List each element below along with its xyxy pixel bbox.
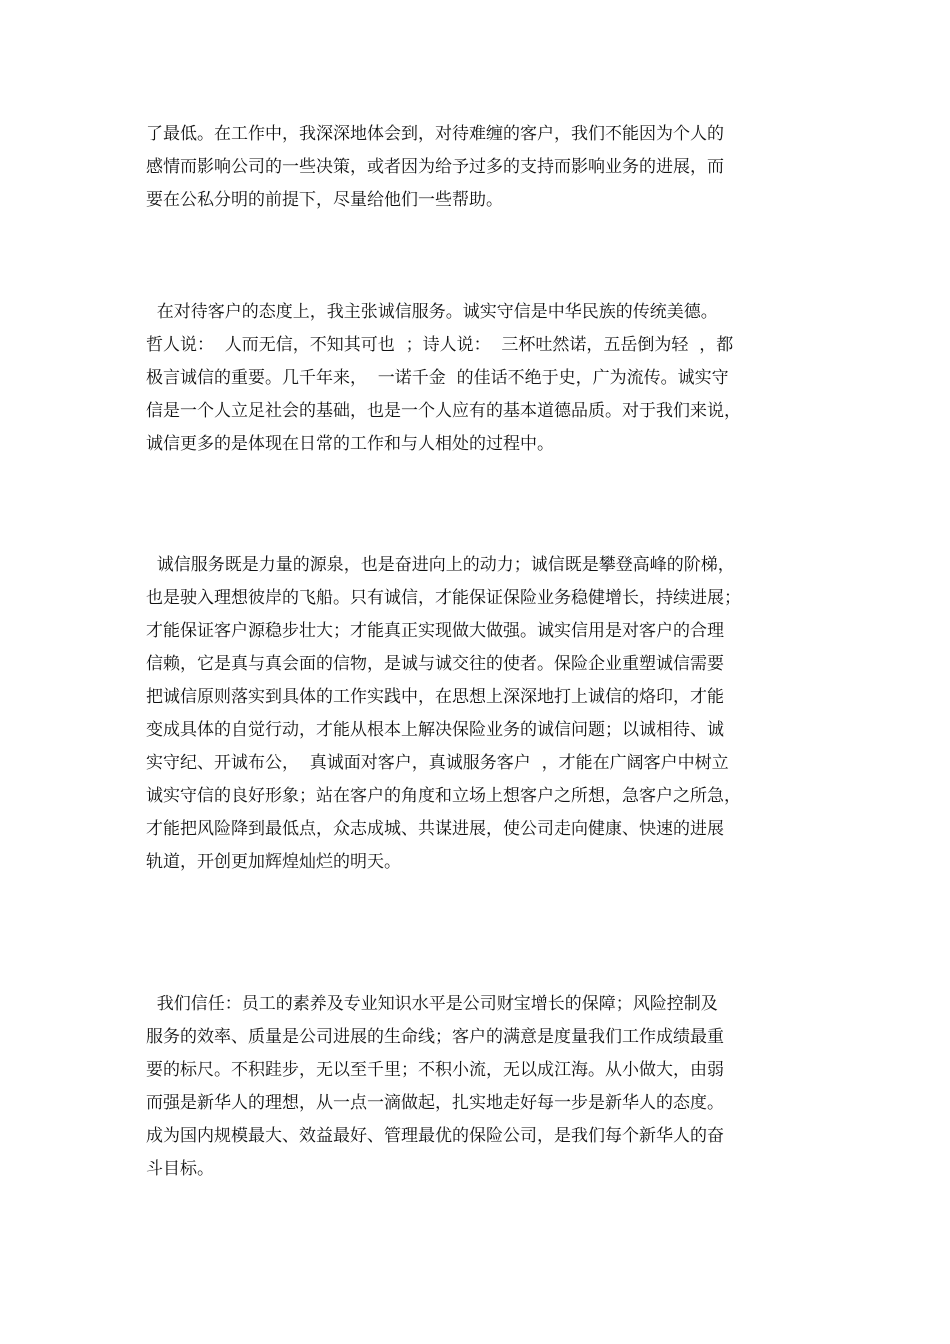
text-line: 极言诚信的重要。几千年来， 一诺千金 的佳话不绝于史，广为流传。诚实守 bbox=[146, 368, 729, 388]
paragraph-2 bbox=[146, 296, 816, 461]
text-line: 诚信更多的是体现在日常的工作和与人相处的过程中。 bbox=[146, 434, 554, 454]
text-line: 感情而影响公司的一些决策，或者因为给予过多的支持而影响业务的进展，而 bbox=[146, 157, 724, 177]
text-line: 才能保证客户源稳步壮大；才能真正实现做大做强。诚实信用是对客户的合理 bbox=[146, 621, 724, 641]
text-line: 而强是新华人的理想，从一点一滴做起，扎实地走好每一步是新华人的态度。 bbox=[146, 1093, 724, 1113]
text-line: 服务的效率、质量是公司进展的生命线；客户的满意是度量我们工作成绩最重 bbox=[146, 1027, 724, 1047]
text-line: 成为国内规模最大、效益最好、管理最优的保险公司，是我们每个新华人的奋 bbox=[146, 1126, 724, 1146]
text-line: 信赖，它是真与真会面的信物，是诚与诚交往的使者。保险企业重塑诚信需要 bbox=[146, 654, 724, 674]
text-line: 轨道，开创更加辉煌灿烂的明天。 bbox=[146, 852, 401, 872]
text-line: 我们信任：员工的素养及专业知识水平是公司财宝增长的保障；风险控制及 bbox=[146, 994, 718, 1014]
text-line: 了最低。在工作中，我深深地体会到，对待难缠的客户，我们不能因为个人的 bbox=[146, 124, 724, 144]
text-line: 才能把风险降到最低点，众志成城、共谋进展，使公司走向健康、快速的进展 bbox=[146, 819, 724, 839]
text-line: 斗目标。 bbox=[146, 1159, 214, 1179]
text-line: 信是一个人立足社会的基础，也是一个人应有的基本道德品质。对于我们来说， bbox=[146, 401, 741, 421]
text-line: 要在公私分明的前提下，尽量给他们一些帮助。 bbox=[146, 190, 503, 210]
paragraph-3 bbox=[146, 549, 816, 879]
text-line: 要的标尺。不积跬步，无以至千里；不积小流，无以成江海。从小做大，由弱 bbox=[146, 1060, 724, 1080]
text-line: 在对待客户的态度上，我主张诚信服务。诚实守信是中华民族的传统美德。 bbox=[146, 302, 718, 322]
paragraph-1 bbox=[146, 118, 816, 217]
text-line: 哲人说： 人而无信，不知其可也 ；诗人说： 三杯吐然诺，五岳倒为轻 ，都 bbox=[146, 335, 734, 355]
paragraph-4 bbox=[146, 988, 816, 1186]
text-line: 诚信服务既是力量的源泉，也是奋进向上的动力；诚信既是攀登高峰的阶梯， bbox=[146, 555, 735, 575]
text-line: 实守纪、开诚布公， 真诚面对客户，真诚服务客户 ，才能在广阔客户中树立 bbox=[146, 753, 729, 773]
text-line: 诚实守信的良好形象；站在客户的角度和立场上想客户之所想，急客户之所急， bbox=[146, 786, 741, 806]
text-line: 也是驶入理想彼岸的飞船。只有诚信，才能保证保险业务稳健增长，持续进展； bbox=[146, 588, 741, 608]
text-line: 把诚信原则落实到具体的工作实践中，在思想上深深地打上诚信的烙印，才能 bbox=[146, 687, 724, 707]
text-line: 变成具体的自觉行动，才能从根本上解决保险业务的诚信问题；以诚相待、诚 bbox=[146, 720, 724, 740]
